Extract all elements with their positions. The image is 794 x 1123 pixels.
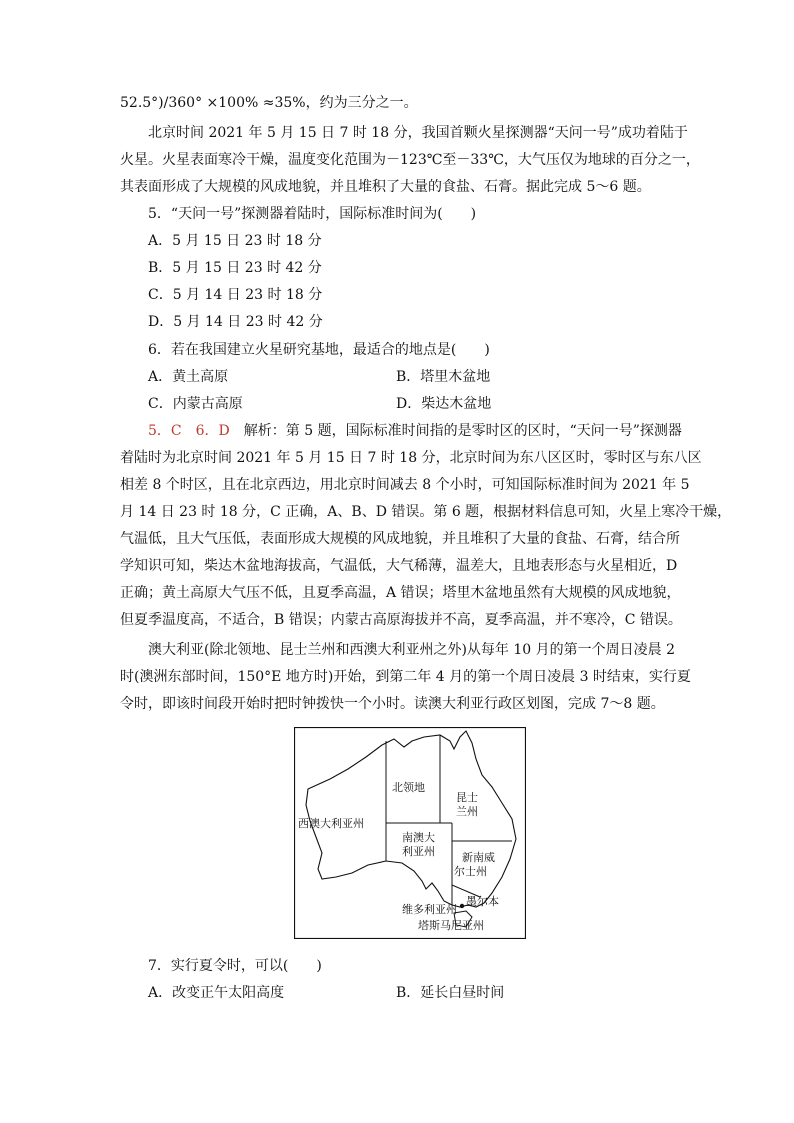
melbourne-marker (460, 904, 464, 908)
material-5-6-line-3: 其表面形成了大规模的风成地貌，并且堆积了大量的食盐、石膏。据此完成 5～6 题。 (120, 179, 651, 195)
question-7-option-a: A．改变正午太阳高度 (148, 985, 285, 1001)
label-south-australia-1: 南澳大 (402, 831, 435, 844)
label-new-south-wales-2: 尔士州 (454, 865, 487, 878)
question-6-option-b: B．塔里木盆地 (396, 369, 491, 385)
answer-5-6-text: 解析：第 5 题，国际标准时间指的是零时区的区时，“天问一号”探测器 (229, 423, 682, 439)
label-new-south-wales-1: 新南威 (462, 851, 495, 864)
answer-5-6-line-8: 但夏季温度高，不适合，B 错误；内蒙古高原海拔并不高，夏季高温，并不寒冷，C 错误。 (120, 612, 682, 628)
label-queensland-1: 昆士 (456, 791, 478, 804)
label-western-australia: 西澳大利亚州 (298, 817, 364, 830)
question-6-option-d: D．柴达木盆地 (396, 396, 492, 412)
label-queensland-2: 兰州 (456, 805, 478, 818)
australia-admin-map (294, 727, 526, 939)
material-5-6-line-2: 火星。火星表面寒冷干燥，温度变化范围为－123℃至－33℃，大气压仅为地球的百分之一， (120, 152, 700, 168)
answer-5-6-line-6: 学知识可知，柴达木盆地海拔高，气温低，大气稀薄，温差大，且地表形态与火星相近，D (120, 558, 678, 574)
question-5-option-b: B．5 月 15 日 23 时 42 分 (148, 260, 322, 276)
material-7-8-line-2: 时(澳洲东部时间，150°E 地方时)开始，到第二年 4 月的第一个周日凌晨 3 时结束，实行夏 (120, 669, 691, 685)
question-6-option-c: C．内蒙古高原 (148, 396, 243, 412)
question-7-stem: 7．实行夏令时，可以( ) (148, 958, 322, 974)
answer-5-6-line-2: 着陆时为北京时间 2021 年 5 月 15 日 7 时 18 分，北京时间为东八区区时，零时区与东八区 (120, 450, 702, 466)
label-tasmania: 塔斯马尼亚州 (418, 919, 484, 932)
answer-5-6-line-5: 气温低，且大气压低，表面形成大规模的风成地貌，并且堆积了大量的食盐、石膏，结合所 (120, 531, 680, 547)
label-northern-territory: 北领地 (392, 781, 425, 794)
question-5-option-c: C．5 月 14 日 23 时 18 分 (148, 287, 323, 303)
material-5-6-line-1: 北京时间 2021 年 5 月 15 日 7 时 18 分，我国首颗火星探测器“天问一号”成功着陆于 (148, 125, 688, 141)
label-victoria: 维多利亚州 (402, 903, 457, 916)
question-5-option-d: D．5 月 14 日 23 时 42 分 (148, 314, 323, 330)
answer-5-6-line-4: 月 14 日 23 时 18 分，C 正确，A、B、D 错误。第 6 题，根据材料信息可知，火星上寒冷干燥， (120, 504, 732, 520)
answer-5-6-line-1 (148, 421, 682, 441)
question-6-option-a: A．黄土高原 (148, 369, 229, 385)
label-melbourne: 墨尔本 (466, 895, 499, 908)
answer-5-6-line-3: 相差 8 个时区，且在北京西边，用北京时间减去 8 个小时，可知国际标准时间为 2021 年 5 (120, 477, 690, 493)
question-6-stem: 6．若在我国建立火星研究基地，最适合的地点是( ) (148, 342, 490, 358)
label-south-australia-2: 利亚州 (402, 845, 435, 858)
answer-key: 5．C 6．D (148, 423, 230, 439)
previous-answer-tail: 52.5°)/360° ×100% ≈35%，约为三分之一。 (120, 95, 418, 111)
question-7-option-b: B．延长白昼时间 (396, 985, 505, 1001)
material-7-8-line-1: 澳大利亚(除北领地、昆士兰州和西澳大利亚州之外)从每年 10 月的第一个周日凌晨 2 (148, 642, 675, 658)
question-5-option-a: A．5 月 15 日 23 时 18 分 (148, 233, 322, 249)
question-5-stem: 5．“天问一号”探测器着陆时，国际标准时间为( ) (148, 206, 477, 222)
material-7-8-line-3: 令时，即该时间段开始时把时钟拨快一个小时。读澳大利亚行政区划图，完成 7～8 题。 (120, 696, 665, 712)
answer-5-6-line-7: 正确；黄土高原大气压不低，且夏季高温，A 错误；塔里木盆地虽然有大规模的风成地貌， (120, 585, 681, 601)
